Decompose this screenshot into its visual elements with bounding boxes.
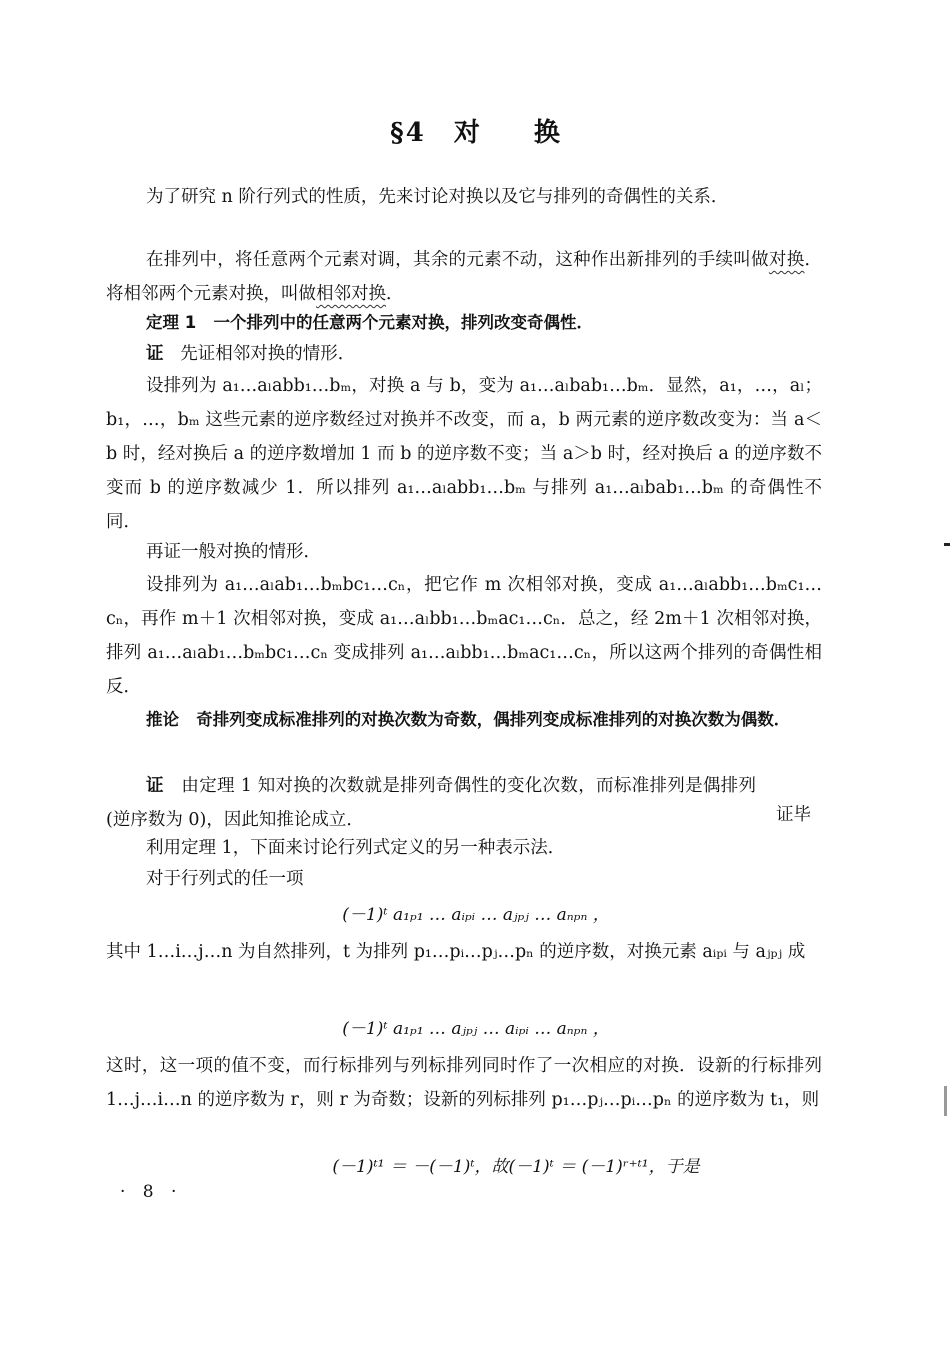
definition-paragraph bbox=[106, 243, 822, 311]
where-paragraph: 其中 1…i…j…n 为自然排列，t 为排列 p₁…pᵢ…pⱼ…pₙ 的逆序数，对换元素 aᵢₚᵢ 与 aⱼₚⱼ 成 bbox=[106, 942, 806, 962]
title-char-2: 换 bbox=[533, 118, 562, 148]
proof-1-intro bbox=[106, 337, 822, 371]
corollary bbox=[106, 703, 822, 737]
section-number: §4 bbox=[390, 118, 426, 148]
proof-intro-text: 先证相邻对换的情形． bbox=[180, 344, 356, 364]
proof-1-body: 设排列为 a₁…aₗabb₁…bₘ，对换 a 与 b，变为 a₁…aₗbab₁…bₘ．显然，a₁，…，aₗ；b₁，…，bₘ 这些元素的逆序数经过对换并不改变，而 a，b 两元素的逆序数改变为：当 a＜b 时，经对换后 a 的逆序数增加 1 而 b 的逆序数不变；当 a＞b 时，经对换后 a 的逆序数不变而 b 的逆序数减少 1．所以排列 a₁…aₗabb₁…bₘ 与排列 a₁…aₗbab₁…bₘ 的奇偶性不同． bbox=[106, 376, 822, 532]
definition-text-3: ． bbox=[386, 284, 404, 304]
proof-1-general-body: 设排列为 a₁…aₗab₁…bₘbc₁…cₙ，把它作 m 次相邻对换，变成 a₁…aₗabb₁…bₘc₁…cₙ，再作 m＋1 次相邻对换，变成 a₁…aₗbb₁…bₘac₁…cₙ．总之，经 2m＋1 次相邻对换，排列 a₁…aₗab₁…bₘbc₁…cₙ 变成排列 a₁…aₗbb₁…bₘac₁…cₙ，所以这两个排列的奇偶性相反． bbox=[106, 575, 822, 697]
equation-swapped-term: (－1)ᵗ a₁ₚ₁ … aⱼₚⱼ … aᵢₚᵢ … aₙₚₙ ， bbox=[342, 1019, 610, 1039]
theorem-1 bbox=[106, 306, 822, 340]
section-title bbox=[0, 112, 952, 149]
scan-mark bbox=[944, 1086, 947, 1116]
corollary-text: 奇排列变成标准排列的对换次数为奇数，偶排列变成标准排列的对换次数为偶数． bbox=[196, 710, 791, 729]
qed-mark: 证毕 bbox=[776, 805, 811, 825]
proof-2-text: 由定理 1 知对换的次数就是排列奇偶性的变化次数，而标准排列是偶排列(逆序数为 0)，因此知推论成立． bbox=[106, 776, 756, 830]
then-paragraph: 这时，这一项的值不变，而行标排列与列标排列同时作了一次相应的对换．设新的行标排列 1…j…i…n 的逆序数为 r，则 r 为奇数；设新的列标排列 p₁…pⱼ…pᵢ…pₙ 的逆序数为 t₁，则 bbox=[106, 1056, 822, 1110]
term-transposition: 对换 bbox=[768, 250, 805, 270]
equation-sign: (－1)ᵗ¹ ＝ －(－1)ᵗ，故(－1)ᵗ ＝ (－1)ʳ⁺ᵗ¹，于是 bbox=[332, 1157, 700, 1177]
proof-1-general: 再证一般对换的情形． bbox=[146, 542, 321, 562]
theorem-label: 定理 1 bbox=[146, 313, 197, 332]
scan-mark bbox=[944, 543, 950, 546]
proof-2 bbox=[106, 769, 756, 837]
intro-paragraph: 为了研究 n 阶行列式的性质，先来讨论对换以及它与排列的奇偶性的关系． bbox=[146, 187, 729, 207]
equation-term: (－1)ᵗ a₁ₚ₁ … aᵢₚᵢ … aⱼₚⱼ … aₙₚₙ ， bbox=[342, 905, 610, 925]
definition-text-1: 在排列中，将任意两个元素对调，其余的元素不动，这种作出新排列的手续叫做 bbox=[146, 250, 769, 270]
proof-label: 证 bbox=[146, 344, 164, 364]
term-intro: 对于行列式的任一项 bbox=[146, 869, 304, 889]
proof-2-label: 证 bbox=[146, 776, 164, 796]
theorem-text: 一个排列中的任意两个元素对换，排列改变奇偶性． bbox=[213, 313, 593, 332]
definition-text-2: ．将相邻两个元素对换，叫做 bbox=[106, 250, 823, 304]
next-topic-paragraph: 利用定理 1，下面来讨论行列式定义的另一种表示法． bbox=[146, 838, 566, 858]
page-number: · 8 · bbox=[120, 1182, 183, 1202]
corollary-label: 推论 bbox=[146, 710, 179, 729]
title-char-1: 对 bbox=[453, 118, 482, 148]
term-adjacent-transposition: 相邻对换 bbox=[316, 284, 386, 304]
